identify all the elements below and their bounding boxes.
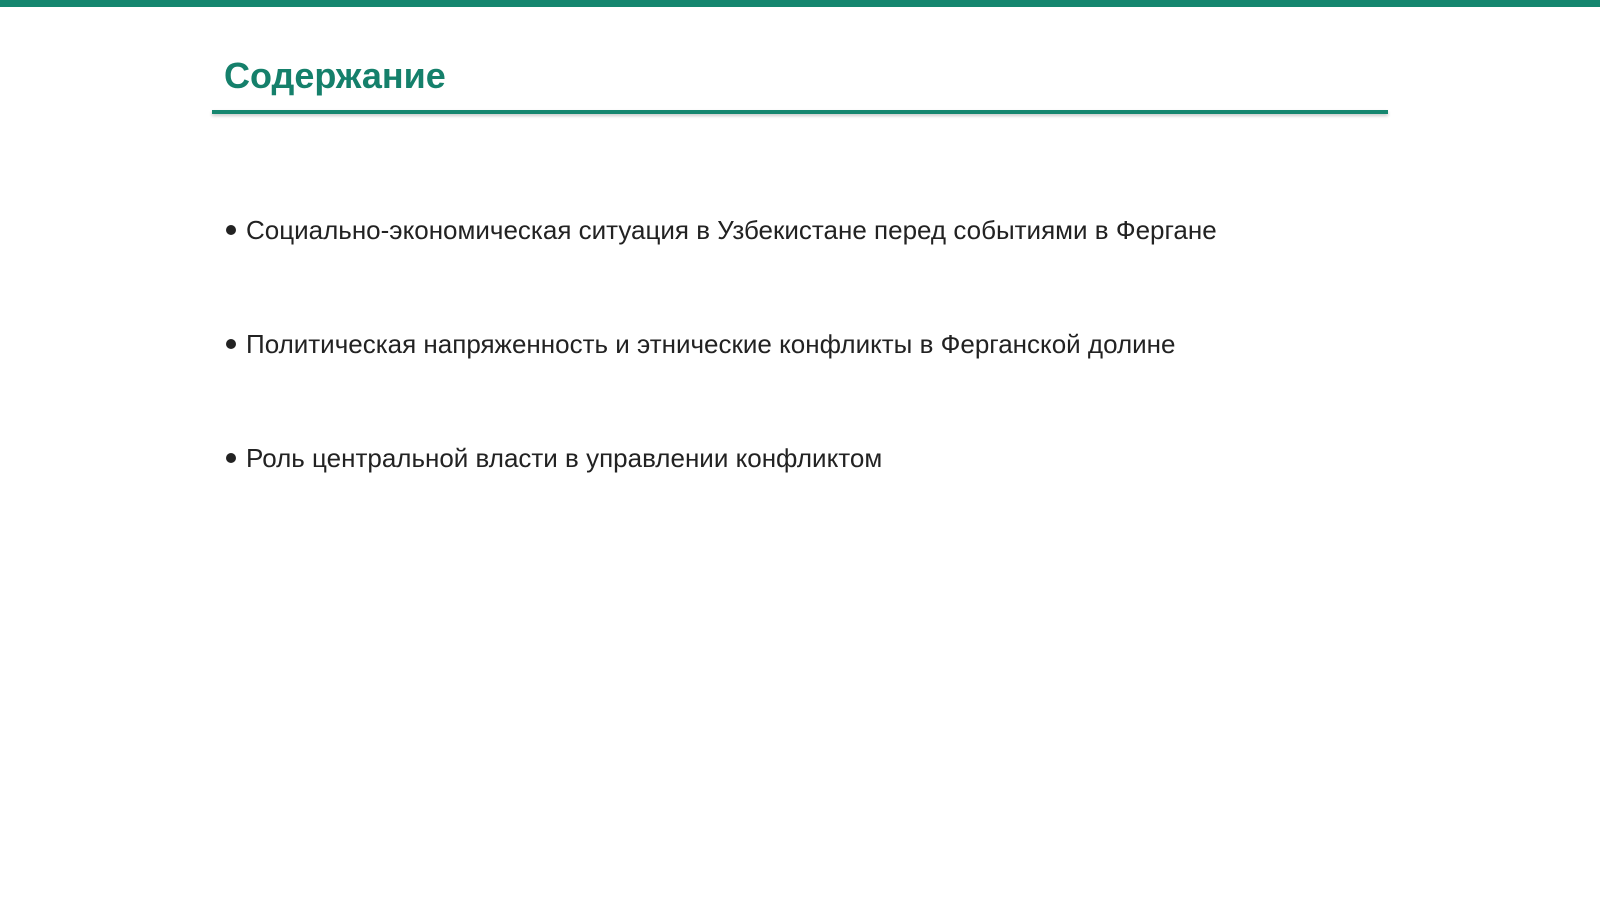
list-item	[226, 205, 1217, 255]
title-underline	[212, 110, 1388, 114]
bullet-text: Социально-экономическая ситуация в Узбекистане перед событиями в Фергане	[246, 214, 1217, 245]
list-item	[226, 433, 1217, 483]
slide-title: Содержание	[224, 55, 446, 96]
list-item	[226, 319, 1217, 369]
bullet-list	[226, 205, 1217, 547]
bullet-dot-icon	[226, 225, 236, 235]
bullet-text: Роль центральной власти в управлении конфликтом	[246, 442, 883, 473]
bullet-dot-icon	[226, 339, 236, 349]
top-accent-bar	[0, 0, 1600, 7]
bullet-text: Политическая напряженность и этнические конфликты в Ферганской долине	[246, 328, 1176, 359]
bullet-dot-icon	[226, 453, 236, 463]
